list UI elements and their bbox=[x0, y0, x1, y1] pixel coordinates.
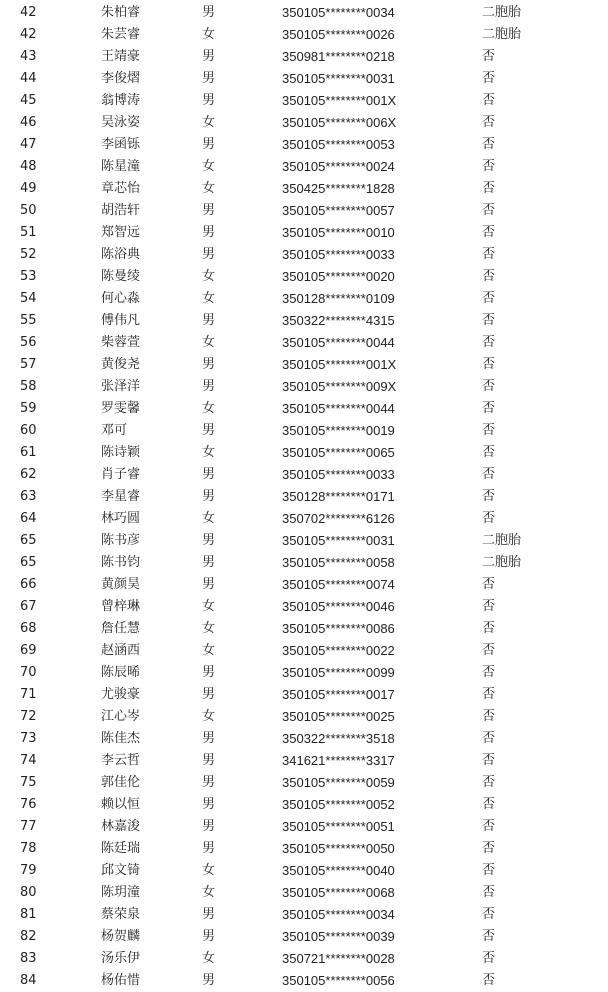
twin-status: 否 bbox=[482, 577, 496, 592]
twin-status: 否 bbox=[482, 137, 496, 152]
gender-cell: 女 bbox=[202, 27, 216, 42]
twin-status: 否 bbox=[482, 951, 496, 966]
id-number: 350322********4315 bbox=[282, 313, 395, 328]
twin-status: 否 bbox=[482, 467, 496, 482]
twin-status: 否 bbox=[482, 863, 496, 878]
id-number: 350702********6126 bbox=[282, 511, 395, 526]
row-number: 55 bbox=[20, 313, 37, 328]
gender-cell: 男 bbox=[202, 5, 216, 20]
student-name: 汤乐伊 bbox=[101, 951, 141, 966]
table-row bbox=[0, 200, 608, 222]
row-number: 62 bbox=[20, 467, 37, 482]
table-row bbox=[0, 640, 608, 662]
row-number: 65 bbox=[20, 533, 37, 548]
table-row bbox=[0, 376, 608, 398]
row-number: 64 bbox=[20, 511, 37, 526]
table-row bbox=[0, 728, 608, 750]
id-number: 350105********0031 bbox=[282, 533, 395, 548]
gender-cell: 男 bbox=[202, 467, 216, 482]
twin-status: 否 bbox=[482, 709, 496, 724]
gender-cell: 男 bbox=[202, 907, 216, 922]
row-number: 70 bbox=[20, 665, 37, 680]
table-row bbox=[0, 420, 608, 442]
table-row bbox=[0, 970, 608, 992]
student-name: 陈诗颖 bbox=[101, 445, 141, 460]
gender-cell: 女 bbox=[202, 269, 216, 284]
table-row bbox=[0, 486, 608, 508]
gender-cell: 女 bbox=[202, 709, 216, 724]
gender-cell: 男 bbox=[202, 665, 216, 680]
id-number: 350105********0057 bbox=[282, 203, 395, 218]
student-name: 罗雯馨 bbox=[101, 401, 141, 416]
row-number: 57 bbox=[20, 357, 37, 372]
table-row bbox=[0, 618, 608, 640]
gender-cell: 男 bbox=[202, 819, 216, 834]
twin-status: 否 bbox=[482, 885, 496, 900]
twin-status: 否 bbox=[482, 797, 496, 812]
id-number: 350322********3518 bbox=[282, 731, 395, 746]
student-name: 柴蓉萱 bbox=[101, 335, 141, 350]
row-number: 52 bbox=[20, 247, 37, 262]
row-number: 71 bbox=[20, 687, 37, 702]
table-row bbox=[0, 222, 608, 244]
twin-status: 二胞胎 bbox=[482, 555, 522, 570]
table-row bbox=[0, 948, 608, 970]
gender-cell: 女 bbox=[202, 115, 216, 130]
id-number: 350105********0052 bbox=[282, 797, 395, 812]
student-name: 杨佑惜 bbox=[101, 973, 141, 988]
row-number: 53 bbox=[20, 269, 37, 284]
table-row bbox=[0, 772, 608, 794]
row-number: 82 bbox=[20, 929, 37, 944]
row-number: 54 bbox=[20, 291, 37, 306]
id-number: 350105********0086 bbox=[282, 621, 395, 636]
student-name: 陈佳杰 bbox=[101, 731, 141, 746]
student-name: 郭佳伦 bbox=[101, 775, 141, 790]
gender-cell: 男 bbox=[202, 423, 216, 438]
row-number: 46 bbox=[20, 115, 37, 130]
gender-cell: 男 bbox=[202, 93, 216, 108]
id-number: 350105********0019 bbox=[282, 423, 395, 438]
twin-status: 否 bbox=[482, 225, 496, 240]
twin-status: 否 bbox=[482, 93, 496, 108]
twin-status: 二胞胎 bbox=[482, 5, 522, 20]
table-row bbox=[0, 46, 608, 68]
row-number: 65 bbox=[20, 555, 37, 570]
twin-status: 二胞胎 bbox=[482, 27, 522, 42]
student-name: 陈玥潼 bbox=[101, 885, 141, 900]
table-row bbox=[0, 574, 608, 596]
row-number: 66 bbox=[20, 577, 37, 592]
student-name: 曾梓琳 bbox=[101, 599, 141, 614]
row-number: 83 bbox=[20, 951, 37, 966]
twin-status: 二胞胎 bbox=[482, 533, 522, 548]
gender-cell: 女 bbox=[202, 291, 216, 306]
twin-status: 否 bbox=[482, 599, 496, 614]
twin-status: 否 bbox=[482, 423, 496, 438]
twin-status: 否 bbox=[482, 841, 496, 856]
gender-cell: 女 bbox=[202, 643, 216, 658]
row-number: 43 bbox=[20, 49, 37, 64]
gender-cell: 男 bbox=[202, 379, 216, 394]
twin-status: 否 bbox=[482, 379, 496, 394]
id-number: 350105********0025 bbox=[282, 709, 395, 724]
row-number: 77 bbox=[20, 819, 37, 834]
student-name: 陈曼绫 bbox=[101, 269, 141, 284]
student-name: 郑智远 bbox=[101, 225, 141, 240]
row-number: 50 bbox=[20, 203, 37, 218]
twin-status: 否 bbox=[482, 181, 496, 196]
table-row bbox=[0, 332, 608, 354]
student-name: 李俊熠 bbox=[101, 71, 141, 86]
id-number: 350105********006X bbox=[282, 115, 397, 130]
gender-cell: 女 bbox=[202, 445, 216, 460]
row-number: 58 bbox=[20, 379, 37, 394]
twin-status: 否 bbox=[482, 115, 496, 130]
row-number: 51 bbox=[20, 225, 37, 240]
gender-cell: 女 bbox=[202, 885, 216, 900]
row-number: 81 bbox=[20, 907, 37, 922]
id-number: 350105********0017 bbox=[282, 687, 395, 702]
row-number: 45 bbox=[20, 93, 37, 108]
table-row bbox=[0, 90, 608, 112]
twin-status: 否 bbox=[482, 489, 496, 504]
row-number: 68 bbox=[20, 621, 37, 636]
id-number: 350105********0031 bbox=[282, 71, 395, 86]
student-name: 吴泳姿 bbox=[101, 115, 141, 130]
student-name: 赖以恒 bbox=[101, 797, 141, 812]
twin-status: 否 bbox=[482, 687, 496, 702]
id-number: 350128********0171 bbox=[282, 489, 395, 504]
id-number: 350105********0039 bbox=[282, 929, 395, 944]
gender-cell: 男 bbox=[202, 137, 216, 152]
id-number: 350105********0034 bbox=[282, 5, 395, 20]
student-name: 章芯怡 bbox=[101, 181, 141, 196]
id-number: 350105********0065 bbox=[282, 445, 395, 460]
id-number: 350981********0218 bbox=[282, 49, 395, 64]
table-row bbox=[0, 904, 608, 926]
table-row bbox=[0, 134, 608, 156]
id-number: 350105********0046 bbox=[282, 599, 395, 614]
table-row bbox=[0, 508, 608, 530]
gender-cell: 男 bbox=[202, 247, 216, 262]
student-name: 张泽洋 bbox=[101, 379, 141, 394]
table-row bbox=[0, 816, 608, 838]
gender-cell: 女 bbox=[202, 401, 216, 416]
twin-status: 否 bbox=[482, 907, 496, 922]
id-number: 350105********0044 bbox=[282, 335, 395, 350]
gender-cell: 男 bbox=[202, 49, 216, 64]
student-name: 蔡荣泉 bbox=[101, 907, 141, 922]
row-number: 56 bbox=[20, 335, 37, 350]
id-number: 350105********0074 bbox=[282, 577, 395, 592]
student-name: 陈书彦 bbox=[101, 533, 141, 548]
gender-cell: 男 bbox=[202, 841, 216, 856]
gender-cell: 男 bbox=[202, 687, 216, 702]
id-number: 350105********0026 bbox=[282, 27, 395, 42]
student-name: 黄颜昊 bbox=[101, 577, 141, 592]
student-name: 赵涵西 bbox=[101, 643, 141, 658]
student-name: 林巧圆 bbox=[101, 511, 141, 526]
table-row bbox=[0, 750, 608, 772]
gender-cell: 男 bbox=[202, 71, 216, 86]
id-number: 350105********0022 bbox=[282, 643, 395, 658]
gender-cell: 女 bbox=[202, 599, 216, 614]
gender-cell: 男 bbox=[202, 533, 216, 548]
row-number: 75 bbox=[20, 775, 37, 790]
student-name: 陈星潼 bbox=[101, 159, 141, 174]
row-number: 47 bbox=[20, 137, 37, 152]
gender-cell: 男 bbox=[202, 973, 216, 988]
row-number: 76 bbox=[20, 797, 37, 812]
row-number: 59 bbox=[20, 401, 37, 416]
gender-cell: 女 bbox=[202, 181, 216, 196]
student-name: 胡浩轩 bbox=[101, 203, 141, 218]
twin-status: 否 bbox=[482, 665, 496, 680]
id-number: 350105********0059 bbox=[282, 775, 395, 790]
twin-status: 否 bbox=[482, 159, 496, 174]
table-row bbox=[0, 244, 608, 266]
student-name: 李星睿 bbox=[101, 489, 141, 504]
student-name: 王靖豪 bbox=[101, 49, 141, 64]
gender-cell: 男 bbox=[202, 555, 216, 570]
table-row bbox=[0, 464, 608, 486]
gender-cell: 女 bbox=[202, 951, 216, 966]
twin-status: 否 bbox=[482, 49, 496, 64]
table-row bbox=[0, 860, 608, 882]
gender-cell: 男 bbox=[202, 313, 216, 328]
student-name: 江心岑 bbox=[101, 709, 141, 724]
row-number: 60 bbox=[20, 423, 37, 438]
twin-status: 否 bbox=[482, 357, 496, 372]
table-row bbox=[0, 112, 608, 134]
gender-cell: 女 bbox=[202, 863, 216, 878]
row-number: 42 bbox=[20, 5, 37, 20]
row-number: 49 bbox=[20, 181, 37, 196]
student-name: 邱文锜 bbox=[101, 863, 141, 878]
id-number: 350128********0109 bbox=[282, 291, 395, 306]
id-number: 350105********0010 bbox=[282, 225, 395, 240]
row-number: 72 bbox=[20, 709, 37, 724]
student-name: 何心淼 bbox=[101, 291, 141, 306]
id-number: 350105********0033 bbox=[282, 247, 395, 262]
id-number: 350105********0099 bbox=[282, 665, 395, 680]
gender-cell: 男 bbox=[202, 797, 216, 812]
twin-status: 否 bbox=[482, 621, 496, 636]
twin-status: 否 bbox=[482, 973, 496, 988]
id-number: 350105********0024 bbox=[282, 159, 395, 174]
gender-cell: 男 bbox=[202, 489, 216, 504]
row-number: 63 bbox=[20, 489, 37, 504]
gender-cell: 女 bbox=[202, 621, 216, 636]
id-number: 350105********0050 bbox=[282, 841, 395, 856]
student-name: 詹任慧 bbox=[101, 621, 141, 636]
twin-status: 否 bbox=[482, 269, 496, 284]
table-row bbox=[0, 24, 608, 46]
student-name: 李云哲 bbox=[101, 753, 141, 768]
table-row bbox=[0, 398, 608, 420]
id-number: 350105********0053 bbox=[282, 137, 395, 152]
table-row bbox=[0, 596, 608, 618]
id-number: 350105********001X bbox=[282, 93, 397, 108]
row-number: 84 bbox=[20, 973, 37, 988]
twin-status: 否 bbox=[482, 401, 496, 416]
table-row bbox=[0, 2, 608, 24]
id-number: 350425********1828 bbox=[282, 181, 395, 196]
table-row bbox=[0, 288, 608, 310]
row-number: 67 bbox=[20, 599, 37, 614]
row-number: 78 bbox=[20, 841, 37, 856]
id-number: 350105********0051 bbox=[282, 819, 395, 834]
row-number: 48 bbox=[20, 159, 37, 174]
gender-cell: 男 bbox=[202, 225, 216, 240]
table-row bbox=[0, 552, 608, 574]
id-number: 341621********3317 bbox=[282, 753, 395, 768]
table-row bbox=[0, 926, 608, 948]
table-row bbox=[0, 882, 608, 904]
student-name: 翁博涛 bbox=[101, 93, 141, 108]
student-name: 邓可 bbox=[101, 423, 128, 438]
row-number: 69 bbox=[20, 643, 37, 658]
twin-status: 否 bbox=[482, 247, 496, 262]
gender-cell: 男 bbox=[202, 753, 216, 768]
row-number: 80 bbox=[20, 885, 37, 900]
twin-status: 否 bbox=[482, 313, 496, 328]
row-number: 79 bbox=[20, 863, 37, 878]
gender-cell: 男 bbox=[202, 357, 216, 372]
id-number: 350105********009X bbox=[282, 379, 397, 394]
gender-cell: 男 bbox=[202, 577, 216, 592]
table-row bbox=[0, 68, 608, 90]
table-row bbox=[0, 266, 608, 288]
id-number: 350105********0056 bbox=[282, 973, 395, 988]
gender-cell: 女 bbox=[202, 159, 216, 174]
table-row bbox=[0, 794, 608, 816]
twin-status: 否 bbox=[482, 753, 496, 768]
student-name: 朱芸睿 bbox=[101, 27, 141, 42]
twin-status: 否 bbox=[482, 929, 496, 944]
id-number: 350105********0068 bbox=[282, 885, 395, 900]
student-name: 杨贺麟 bbox=[101, 929, 141, 944]
twin-status: 否 bbox=[482, 819, 496, 834]
id-number: 350105********0058 bbox=[282, 555, 395, 570]
student-name: 黄俊尧 bbox=[101, 357, 141, 372]
gender-cell: 男 bbox=[202, 203, 216, 218]
id-number: 350105********0020 bbox=[282, 269, 395, 284]
table-row bbox=[0, 838, 608, 860]
table-row bbox=[0, 178, 608, 200]
row-number: 42 bbox=[20, 27, 37, 42]
id-number: 350105********001X bbox=[282, 357, 397, 372]
row-number: 44 bbox=[20, 71, 37, 86]
table-row bbox=[0, 442, 608, 464]
table-row bbox=[0, 662, 608, 684]
twin-status: 否 bbox=[482, 291, 496, 306]
student-name: 陈浴典 bbox=[101, 247, 141, 262]
twin-status: 否 bbox=[482, 731, 496, 746]
gender-cell: 女 bbox=[202, 511, 216, 526]
gender-cell: 女 bbox=[202, 335, 216, 350]
student-name: 傅伟凡 bbox=[101, 313, 141, 328]
table-row bbox=[0, 354, 608, 376]
twin-status: 否 bbox=[482, 71, 496, 86]
table-row bbox=[0, 684, 608, 706]
gender-cell: 男 bbox=[202, 731, 216, 746]
student-name: 林嘉浚 bbox=[101, 819, 141, 834]
id-number: 350105********0040 bbox=[282, 863, 395, 878]
student-name: 李函铄 bbox=[101, 137, 141, 152]
gender-cell: 男 bbox=[202, 929, 216, 944]
twin-status: 否 bbox=[482, 643, 496, 658]
id-number: 350105********0033 bbox=[282, 467, 395, 482]
id-number: 350105********0034 bbox=[282, 907, 395, 922]
row-number: 61 bbox=[20, 445, 37, 460]
twin-status: 否 bbox=[482, 203, 496, 218]
twin-status: 否 bbox=[482, 335, 496, 350]
row-number: 74 bbox=[20, 753, 37, 768]
twin-status: 否 bbox=[482, 445, 496, 460]
student-name: 肖子睿 bbox=[101, 467, 141, 482]
student-name: 尤骏豪 bbox=[101, 687, 141, 702]
gender-cell: 男 bbox=[202, 775, 216, 790]
table-row bbox=[0, 310, 608, 332]
table-row bbox=[0, 156, 608, 178]
twin-status: 否 bbox=[482, 511, 496, 526]
id-number: 350721********0028 bbox=[282, 951, 395, 966]
student-name: 陈廷瑞 bbox=[101, 841, 141, 856]
row-number: 73 bbox=[20, 731, 37, 746]
id-number: 350105********0044 bbox=[282, 401, 395, 416]
table-row bbox=[0, 530, 608, 552]
twin-status: 否 bbox=[482, 775, 496, 790]
table-row bbox=[0, 706, 608, 728]
student-name: 朱柏睿 bbox=[101, 5, 141, 20]
student-name: 陈书钧 bbox=[101, 555, 141, 570]
student-name: 陈辰晞 bbox=[101, 665, 141, 680]
